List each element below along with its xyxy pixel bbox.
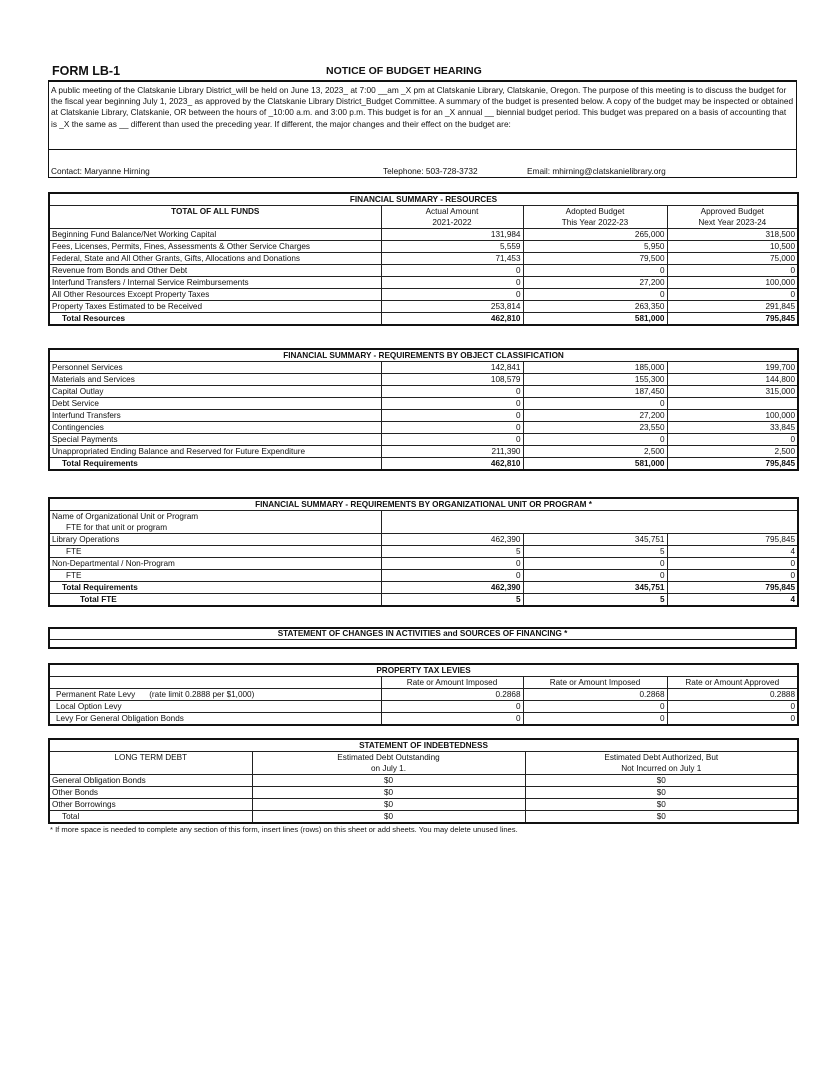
resources-col-actual: Actual Amount [381,206,523,218]
table-row: Federal, State and All Other Grants, Gifts, Allocations and Donations 71,453 79,500 75,000 [49,253,798,265]
table-row: Interfund Transfers 0 27,200 100,000 [49,410,798,422]
resources-title: FINANCIAL SUMMARY - RESOURCES [49,193,798,206]
tax-levies-title: PROPERTY TAX LEVIES [49,664,798,677]
table-row-total-fte: Total FTE 5 5 4 [49,594,798,607]
table-row: Non-Departmental / Non-Program 0 0 0 [49,558,798,570]
table-row: Capital Outlay 0 187,450 315,000 [49,386,798,398]
resources-table [48,192,799,326]
indebtedness-title: STATEMENT OF INDEBTEDNESS [49,739,798,752]
contact-name: Contact: Maryanne Hirning [51,166,150,176]
table-row-total: Total Requirements 462,390 345,751 795,845 [49,582,798,594]
changes-section [48,627,797,649]
table-row: Local Option Levy 0 0 0 [49,701,798,713]
resources-col-approved: Approved Budget [667,206,798,218]
levy-col-3: Rate or Amount Approved [667,677,798,689]
table-row: Unappropriated Ending Balance and Reserved for Future Expenditure 211,390 2,500 2,500 [49,446,798,458]
table-row: General Obligation Bonds $0 $0 [49,775,798,787]
table-row-total: Total $0 $0 [49,811,798,824]
changes-title: STATEMENT OF CHANGES IN ACTIVITIES and SOURCES OF FINANCING * [277,629,568,638]
table-row: Interfund Transfers / Internal Service Reimbursements 0 27,200 100,000 [49,277,798,289]
page-title: NOTICE OF BUDGET HEARING [326,65,482,77]
table-row: Personnel Services 142,841 185,000 199,700 [49,362,798,374]
resources-col-label: TOTAL OF ALL FUNDS [49,206,381,218]
resources-col-adopted: Adopted Budget [523,206,667,218]
resources-col-approved-year: Next Year 2023-24 [667,217,798,229]
table-row: Library Operations 462,390 345,751 795,845 [49,534,798,546]
table-row: Revenue from Bonds and Other Debt 0 0 0 [49,265,798,277]
table-row: All Other Resources Except Property Taxes 0 0 0 [49,289,798,301]
indebtedness-table [48,738,799,824]
table-row: Fees, Licenses, Permits, Fines, Assessments & Other Service Charges 5,559 5,950 10,500 [49,241,798,253]
levy-col-2: Rate or Amount Imposed [523,677,667,689]
resources-col-actual-year: 2021-2022 [381,217,523,229]
contact-telephone: Telephone: 503-728-3732 [383,166,478,176]
requirements-org-table [48,497,799,607]
table-row: Permanent Rate Levy (rate limit 0.2888 per $1,000) 0.2868 0.2868 0.2888 [49,689,798,701]
debt-col-outstanding: Estimated Debt Outstanding [252,752,525,764]
table-row: Beginning Fund Balance/Net Working Capital 131,984 265,000 318,500 [49,229,798,241]
org-head-fte: FTE for that unit or program [49,522,381,534]
table-row-total: Total Resources 462,810 581,000 795,845 [49,313,798,326]
table-row: Levy For General Obligation Bonds 0 0 0 [49,713,798,726]
debt-col-authorized: Estimated Debt Authorized, But [525,752,798,764]
requirements-object-title: FINANCIAL SUMMARY - REQUIREMENTS BY OBJECT CLASSIFICATION [49,349,798,362]
table-row: Other Bonds $0 $0 [49,787,798,799]
intro-paragraph: A public meeting of the Clatskanie Library District_will be held on June 13, 2023_ at 7:00 __am _X pm at Clatskanie Library, Clatskanie, Oregon. The purpose of this meeting is to discuss the budget for the fiscal year beginning July 1, 2023_ as approved by the Clatskanie Library District_Budget Committee. A summary of the budget is presented below. A copy of the budget may be inspected or obtained at Clatskanie Library, Clatskanie, OR between the hours of _10:00 a.m. and 3:00 p.m. This budget is for an _X annual __ biennial budget period. This budget was prepared on a basis of accounting that is _X the same as __ different than used the preceding year. If different, the major changes and their effect on the budget are: [48,80,797,150]
table-row: FTE 5 5 4 [49,546,798,558]
table-row: FTE 0 0 0 [49,570,798,582]
requirements-org-title: FINANCIAL SUMMARY - REQUIREMENTS BY ORGANIZATIONAL UNIT OR PROGRAM * [49,498,798,511]
footnote: * If more space is needed to complete any section of this form, insert lines (rows) on this sheet or add sheets. You may delete unused lines. [50,825,518,834]
table-row: Contingencies 0 23,550 33,845 [49,422,798,434]
table-row: Materials and Services 108,579 155,300 144,800 [49,374,798,386]
tax-levies-table [48,663,799,726]
form-id: FORM LB-1 [52,64,121,78]
org-head-unit: Name of Organizational Unit or Program [49,511,381,523]
table-row: Other Borrowings $0 $0 [49,799,798,811]
table-row: Debt Service 0 0 [49,398,798,410]
debt-col-label: LONG TERM DEBT [49,752,252,764]
levy-col-1: Rate or Amount Imposed [381,677,523,689]
table-row-total: Total Requirements 462,810 581,000 795,845 [49,458,798,471]
table-row: Property Taxes Estimated to be Received 253,814 263,350 291,845 [49,301,798,313]
resources-col-adopted-year: This Year 2022-23 [523,217,667,229]
requirements-object-table [48,348,799,471]
contact-row [48,150,797,178]
contact-email: Email: mhirning@clatskanielibrary.org [527,166,666,176]
debt-col-authorized-date: Not Incurred on July 1 [525,763,798,775]
table-row: Special Payments 0 0 0 [49,434,798,446]
debt-col-outstanding-date: on July 1. [252,763,525,775]
